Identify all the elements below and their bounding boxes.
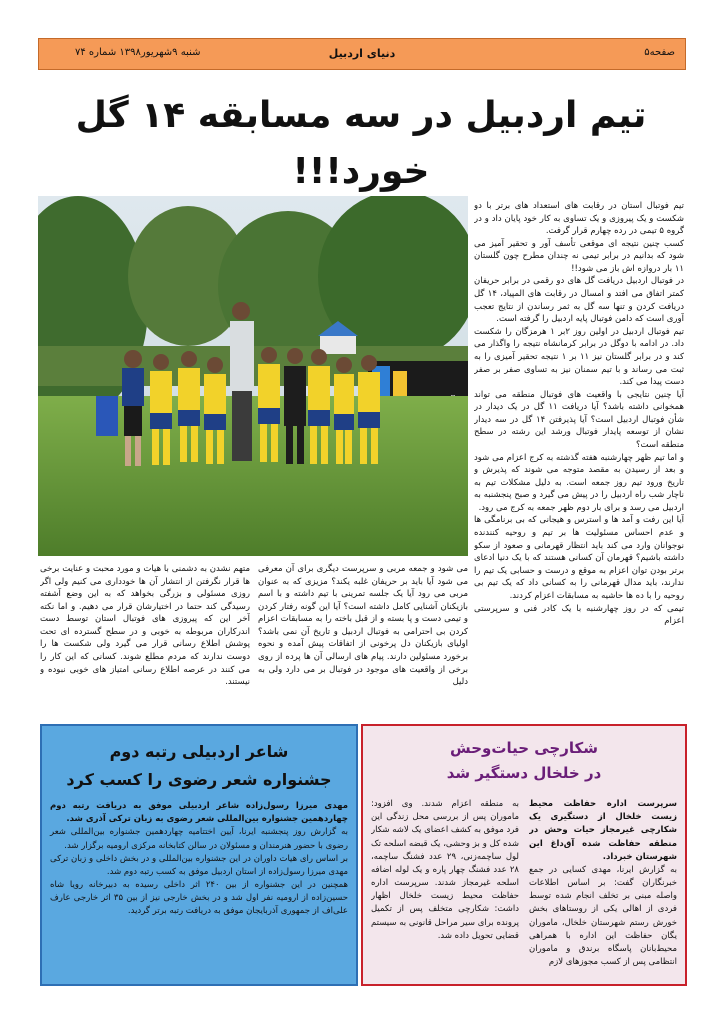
issue-date: شنبه ۹شهریور۱۳۹۸ شماره ۷۴ bbox=[75, 47, 201, 58]
poet-news-lead: مهدی میرزا رسول‌زاده شاعر اردبیلی موفق به دریافت رتبه دوم چهاردهمین جشنواره بین‌المللی شعر رضوی به زبان ترکی آذری شد. bbox=[50, 801, 348, 825]
main-headline: تیم اردبیل در سه مسابقه ۱۴ گل خورد!!! bbox=[75, 95, 647, 192]
article-paragraph: متهم نشدن به دشمنی با هیات و مورد محبت و عنایت برخی ها قرار نگرفتن از انتشار آن ها خودداری می کنیم ولی اگر روزی مسئولی و بزرگی بخواهد که به این وضع آشفته رسیدگی کند حتما در اختیارشان قرار می دهیم. و اما نکته آخر این که پیروزی های فوتبال استان توسط دست اندرکاران مربوطه به خوبی و در سطح گسترده ای تحت پوشش اطلاع رسانی قرار می گیرد ولی شکست ها را دوست ندارند که مردم مطلع شوند. کسانی که این کار را می کنند در عرصه اطلاع رسانی امتیاز های خوبی نبوده و نیستند. bbox=[40, 564, 250, 688]
poet-news-title-line1: شاعر اردبیلی رتبه دوم bbox=[109, 742, 289, 761]
hunter-news-box bbox=[361, 724, 687, 986]
hunter-news-right-column bbox=[529, 798, 677, 978]
poet-news-box bbox=[40, 724, 358, 986]
article-paragraph: تیمی که در روز چهارشنبه با یک کادر فنی و سرپرستی اعزام bbox=[474, 603, 684, 627]
section-title: دنیای اردبیل bbox=[328, 47, 396, 60]
article-paragraph: در فوتبال اردبیل دریافت گل های دو رقمی در برابر حریفان کمتر اتفاق می افتد و امسال در رقابت های المپیاد، ۱۴ گل دریافت کردن و تنها سه گل به ثمر رساندن از نتایج تعجب آوری است که دامن فوتبال پایه اردبیل را گرفته است. bbox=[474, 276, 684, 325]
page-header-bar bbox=[38, 38, 686, 70]
article-left-column bbox=[40, 563, 250, 713]
article-paragraph: تیم فوتبال اردبیل در اولین روز ۲بر ۱ هرمزگان را شکست داد. در ادامه با دوگل در برابر کرمانشاه نتیجه را واگذار می کند و در برابر گلستان نیز ۱۱ بر ۱ نتیجه تحقیر آمیزی را به ثبت می رساند و با تیم سمنان نیز به تساوی صفر بر صفر دست پیدا می کند. bbox=[474, 326, 684, 388]
article-paragraph: تیم فوتبال استان در رقابت های استعداد های برتر با دو شکست و یک پیروزی و یک تساوی به کار خود پایان داد و در گروه ۵ تیمی در رده چهارم قرار گرفت. bbox=[474, 201, 684, 237]
article-right-column bbox=[474, 200, 684, 720]
poet-news-paragraph: بر اساس رای هیات داوران در این جشنواره بین‌المللی و در بخش داخلی و زبان ترکی مهدی میرزا رسول‌زاده از استان اردبیل موفق به کسب رتبه دوم شد. bbox=[50, 853, 348, 877]
poet-news-title-line2: جشنواره شعر رضوی را کسب کرد bbox=[66, 770, 332, 789]
team-photo-image bbox=[38, 196, 468, 556]
article-paragraph: و اما تیم ظهر چهارشنبه هفته گذشته به کرج اعزام می شود و بعد از رسیدن به مقصد متوجه می شوند که پذیرش و تاریخ ورود تیم روز جمعه است. به دلیل مشکلات تیم به ناچار شب راه اردبیل را در پیش می گیرد و صبح پنجشنبه به اردبیل می رسد و برای بار دوم ظهر جمعه به کرج می رود. bbox=[474, 452, 684, 513]
article-paragraph: آیا این رفت و آمد ها و استرس و هیجانی که بی برنامگی ها و عدم احساس مسئولیت ها بر تیم و روحیه کنندنده نوجوانان وارد می کند باید انتظار قهرمانی و صعود از سکو داشته باشیم؟ قهرمان آن کسانی هستند که با یک دنیا ادعای برتر بودن توان اعزام به موقع و درست و حسابی یک تیم را ندارند، باید مدال قهرمانی را به کسانی داد که یک تیم بی روحیه را با ده ها حاشیه به مسابقات اعزام کردند. bbox=[474, 515, 684, 601]
page-number: صفحه۵ bbox=[644, 47, 675, 58]
team-photo bbox=[38, 196, 468, 556]
hunter-news-paragraph: به گزارش ایرنا، مهدی کسایی در جمع خبرنگاران گفت: بر اساس اطلاعات واصله مبنی بر تخلف انجام شده توسط فردی از اهالی یکی از روستاهای بخش خورش رستم شهرستان خلخال، ماموران یگان حفاظت این اداره با همراهی محیط‌بانان پاسگاه برندق و ماموران انتظامی پس از کسب مجوزهای لازم bbox=[529, 864, 677, 968]
hunter-news-lead: سرپرست اداره حفاظت محیط زیست خلخال از دستگیری یک شکارچی غیرمجاز حیات وحش در منطقه حفاظت شده آق‌داغ این شهرستان خبرداد. bbox=[529, 799, 677, 862]
hunter-news-title-line1: شکارچی حیات‌وحش bbox=[450, 739, 598, 757]
article-mid-column bbox=[258, 563, 468, 713]
hunter-news-paragraph: به منطقه اعزام شدند. وی افزود: ماموران پس از بررسی محل زندگی این فرد موفق به کشف اعضای یک لاشه شکار شده کل و بز وحشی، یک قبضه اسلحه تک لول ساچمه‌زنی، ۲۹ عدد فشنگ ساچمه، ۲۸ عدد فشنگ چهار پاره و یک لوله اضافه اسلحه غیرمجاز شدند. سرپرست اداره حفاظت محیط زیست خلخال اظهار داشت: شکارچی متخلف پس از تکمیل پرونده برای سیر مراحل قانونی به سیستم قضایی تحویل داده شد. bbox=[371, 799, 519, 941]
poet-news-paragraph: به گزارش روز پنجشنبه ایرنا، آیین اختتامیه چهاردهمین جشنواره بین‌المللی شعر رضوی با حضور هنرمندان و مسئولان در سالن کتابخانه مرکزی ارومیه برگزار شد. bbox=[50, 827, 348, 851]
poet-news-paragraph: همچنین در این جشنواره از بین ۲۴۰ اثر داخلی رسیده به دبیرخانه رویا شاه حسین‌زاده از ارومیه نفر اول شد و در بخش خارجی نیز از بین ۳۵ اثر خارجی عارف علی‌اف از جمهوری آذربایجان موفق به دریافت رتبه برتر گردید. bbox=[50, 880, 348, 917]
article-paragraph: کسب چنین نتیجه ای موقعی تأسف آور و تحقیر آمیز می شود که بدانیم در برابر تیمی نه چندان مطرح چون گلستان ۱۱ بار دروازه اش باز می شود!! bbox=[474, 238, 684, 274]
hunter-news-left-column bbox=[371, 798, 519, 978]
hunter-news-title-line2: در خلخال دستگیر شد bbox=[446, 763, 602, 782]
article-paragraph: آیا چنین نتایجی با واقعیت های فوتبال منطقه می تواند همخوانی داشته باشد؟ آیا دریافت ۱۱ گل در یک دیدار در شأن فوتبال اردبیل است؟ آیا پذیرفتن ۱۴ گل در سه دیدار نشان از توسعه پایدار فوتبال ورشد این رشته در سطح منطقه است؟ bbox=[474, 389, 684, 450]
article-paragraph: می شود و جمعه مربی و سرپرست دیگری برای آن معرفی می شود آیا باید بر حریفان غلبه یکند؟ مزیزی که به عنوان مربی می رود آیا یک جلسه تمرینی با تیم داشته و با اسم بازیکنان آشنایی کامل داشته است؟ آیا این گونه رفتار کردن و تیمی دست و پا بسته و از قبل باخته را به مسابقات اعزام کردن بی احترامی به فوتبال اردبیل و تاریخ آن نمی باشد؟ اولیای بازیکنان دل پرخونی از اتفاقات پیش آمده و نحوه برخورد مسئولین دارند. پیام های ارسالی آن ها پرده از روی برخی از واقعیت های موجود در فوتبال بر می دارد ولی به دلیل bbox=[258, 564, 468, 688]
